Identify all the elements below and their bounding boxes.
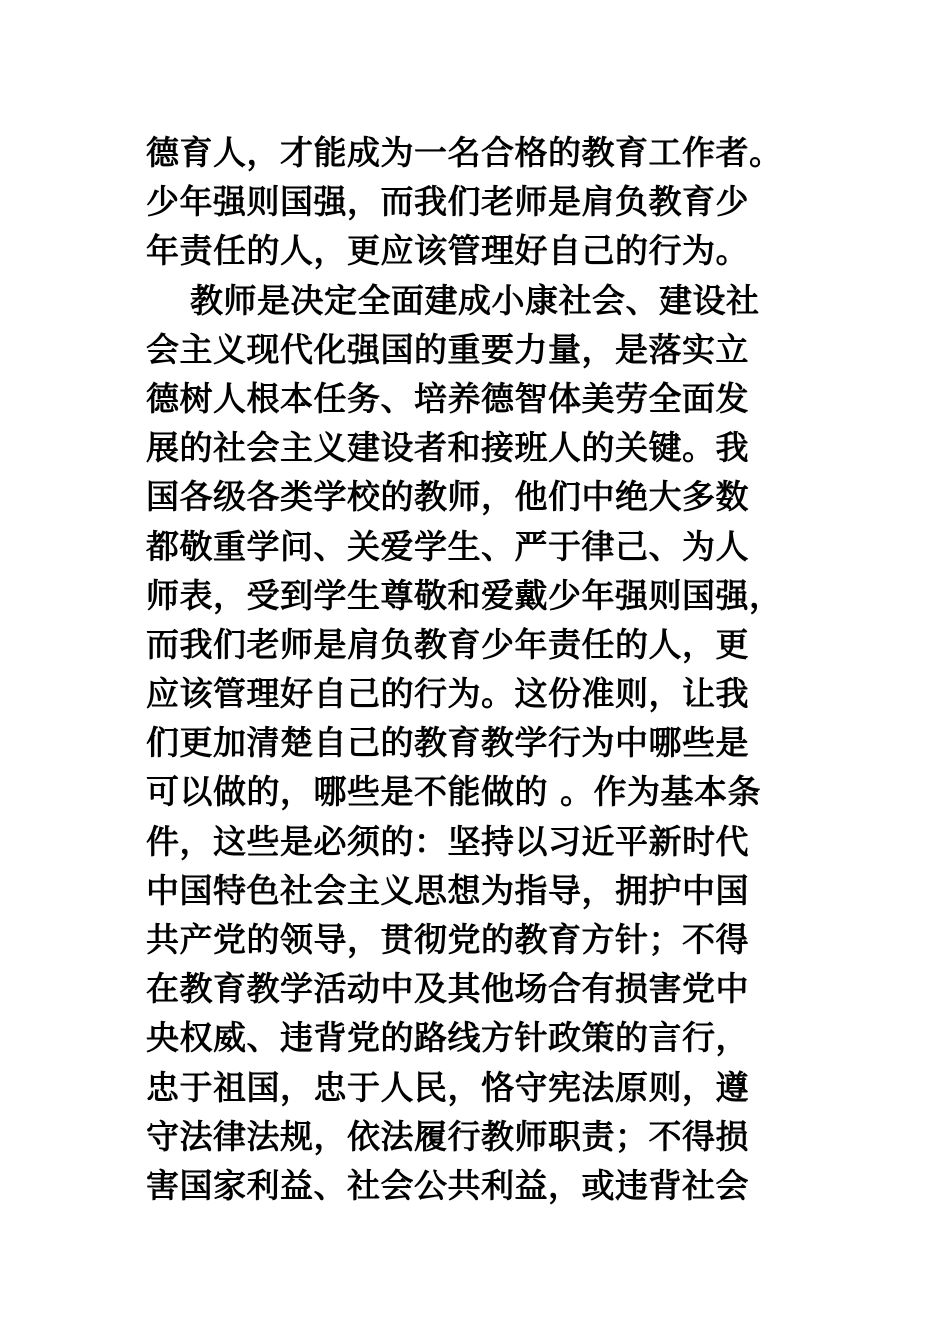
body-text [146,128,826,1210]
paragraph-first-line: 教师是决定全面建成小康社会、建设社 [190,280,760,320]
text-line: 央权威、违背党的路线方针政策的言行， [146,1018,749,1058]
text-line: 可以做的，哪些是不能做的 。作为基本条 [146,772,761,812]
text-line: 中国特色社会主义思想为指导，拥护中国 [146,870,749,910]
text-line: 德树人根本任务、培养德智体美劳全面发 [146,378,749,418]
text-line: 德育人，才能成为一名合格的教育工作者。 [146,133,783,172]
text-line: 年责任的人，更应该管理好自己的行为。 [146,231,749,271]
text-line: 共产党的领导，贯彻党的教育方针；不得 [146,920,749,959]
text-line: 在教育教学活动中及其他场合有损害党中 [146,969,749,1009]
text-line: 应该管理好自己的行为。这份准则，让我 [146,674,749,714]
text-line: 会主义现代化强国的重要力量，是落实立 [146,329,749,369]
text-line: 守法律法规，依法履行教师职责；不得损 [146,1116,749,1156]
text-line: 少年强则国强，而我们老师是肩负教育少 [146,182,749,222]
text-line: 都敬重学问、关爱学生、严于律己、为人 [146,526,749,566]
text-line: 件，这些是必须的：坚持以习近平新时代 [146,821,749,861]
text-line: 而我们老师是肩负教育少年责任的人，更 [146,624,749,664]
text-line: 忠于祖国，忠于人民，恪守宪法原则，遵 [146,1067,749,1107]
text-line: 们更加清楚自己的教育教学行为中哪些是 [146,723,749,763]
text-line: 师表，受到学生尊敬和爱戴少年强则国强， [146,575,783,615]
text-line: 国各级各类学校的教师，他们中绝大多数 [146,477,749,517]
text-line: 展的社会主义建设者和接班人的关键。我 [146,428,749,468]
text-line: 害国家利益、社会公共利益，或违背社会 [146,1165,749,1205]
